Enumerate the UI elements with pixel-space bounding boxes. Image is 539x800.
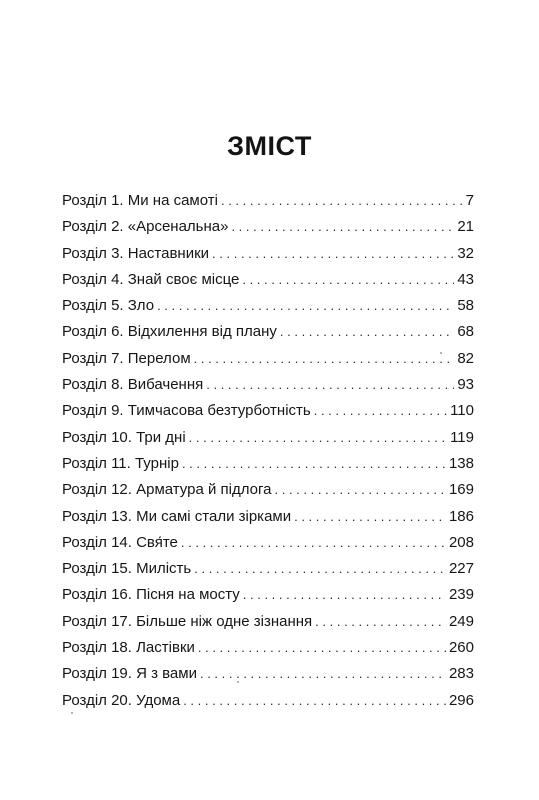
toc-entry-page: 21 <box>457 218 474 236</box>
toc-entry <box>62 451 474 477</box>
toc-entry <box>62 214 474 240</box>
dot-leader <box>280 319 454 345</box>
toc-entry-page: 32 <box>457 244 474 262</box>
dot-leader <box>181 530 446 556</box>
toc-entry <box>62 241 474 267</box>
toc-entry-page: 93 <box>457 376 474 394</box>
toc-entry-page: 43 <box>457 270 474 288</box>
dot-leader <box>200 661 446 687</box>
toc-entry <box>62 504 474 530</box>
toc-entry-page: 82 <box>457 349 474 367</box>
dot-leader <box>194 556 446 582</box>
toc-entry-page: 58 <box>457 297 474 315</box>
dot-leader <box>221 188 463 214</box>
toc-entry <box>62 688 474 714</box>
dot-leader <box>315 609 446 635</box>
dot-leader <box>243 582 446 608</box>
toc-entry <box>62 635 474 661</box>
toc-entry-label: Розділ 19. Я з вами <box>62 665 197 683</box>
toc-entry-page: 239 <box>448 586 474 604</box>
toc-entry-label: Розділ 18. Ластівки <box>62 639 195 657</box>
dot-leader <box>275 477 446 503</box>
toc-entry-page: 249 <box>448 612 474 630</box>
toc-entry-label: Розділ 6. Відхилення від плану <box>62 323 277 341</box>
dot-leader <box>206 372 454 398</box>
toc-entry-page: 296 <box>448 691 474 709</box>
paper-speck <box>237 681 239 683</box>
toc-entry <box>62 372 474 398</box>
table-of-contents <box>62 188 474 714</box>
toc-entry <box>62 346 474 372</box>
toc-entry <box>62 188 474 214</box>
toc-entry-label: Розділ 2. «Арсенальна» <box>62 218 229 236</box>
dot-leader <box>242 267 454 293</box>
toc-entry-label: Розділ 7. Перелом <box>62 349 191 367</box>
dot-leader <box>194 346 455 372</box>
toc-entry <box>62 582 474 608</box>
dot-leader <box>189 425 447 451</box>
dot-leader <box>314 398 447 424</box>
toc-entry-page: 227 <box>448 560 474 578</box>
dot-leader <box>157 293 454 319</box>
toc-entry-page: 208 <box>448 533 474 551</box>
toc-entry <box>62 293 474 319</box>
toc-entry-page: 169 <box>448 481 474 499</box>
toc-entry <box>62 319 474 345</box>
dot-leader <box>294 504 446 530</box>
toc-entry-label: Розділ 10. Три дні <box>62 428 186 446</box>
toc-entry-label: Розділ 4. Знай своє місце <box>62 270 240 288</box>
dot-leader <box>198 635 446 661</box>
toc-entry-page: 119 <box>450 428 474 446</box>
toc-entry-label: Розділ 9. Тимчасова безтурботність <box>62 402 311 420</box>
toc-entry-page: 138 <box>448 454 474 472</box>
toc-entry-label: Розділ 20. Удома <box>62 691 181 709</box>
toc-entry-label: Розділ 8. Вибачення <box>62 376 204 394</box>
toc-entry-page: 283 <box>448 665 474 683</box>
toc-entry-label: Розділ 12. Арматура й підлога <box>62 481 272 499</box>
toc-entry <box>62 556 474 582</box>
dot-leader <box>182 451 446 477</box>
toc-entry-label: Розділ 17. Більше ніж одне зізнання <box>62 612 313 630</box>
toc-entry-label: Розділ 11. Турнір <box>62 454 179 472</box>
toc-entry-label: Розділ 16. Пісня на мосту <box>62 586 240 604</box>
toc-entry-page: 186 <box>448 507 474 525</box>
toc-entry-label: Розділ 15. Милість <box>62 560 192 578</box>
toc-entry-label: Розділ 3. Наставники <box>62 244 210 262</box>
dot-leader <box>231 214 454 240</box>
toc-entry-page: 68 <box>457 323 474 341</box>
toc-entry <box>62 425 474 451</box>
toc-entry <box>62 530 474 556</box>
paper-speck <box>440 352 442 354</box>
toc-entry-label: Розділ 1. Ми на самоті <box>62 192 218 209</box>
toc-entry <box>62 661 474 687</box>
toc-entry-page: 260 <box>448 639 474 657</box>
toc-entry-label: Розділ 5. Зло <box>62 297 155 315</box>
toc-entry <box>62 267 474 293</box>
paper-speck <box>71 712 73 714</box>
toc-entry <box>62 609 474 635</box>
toc-entry-page: 7 <box>465 192 474 209</box>
toc-entry-page: 110 <box>450 402 474 420</box>
toc-entry <box>62 398 474 424</box>
toc-entry-label: Розділ 13. Ми самі стали зірками <box>62 507 292 525</box>
dot-leader <box>212 241 454 267</box>
page-title: ЗМІСТ <box>227 131 312 161</box>
toc-entry <box>62 477 474 503</box>
dot-leader <box>183 688 446 714</box>
toc-entry-label: Розділ 14. Свя́те <box>62 533 178 551</box>
